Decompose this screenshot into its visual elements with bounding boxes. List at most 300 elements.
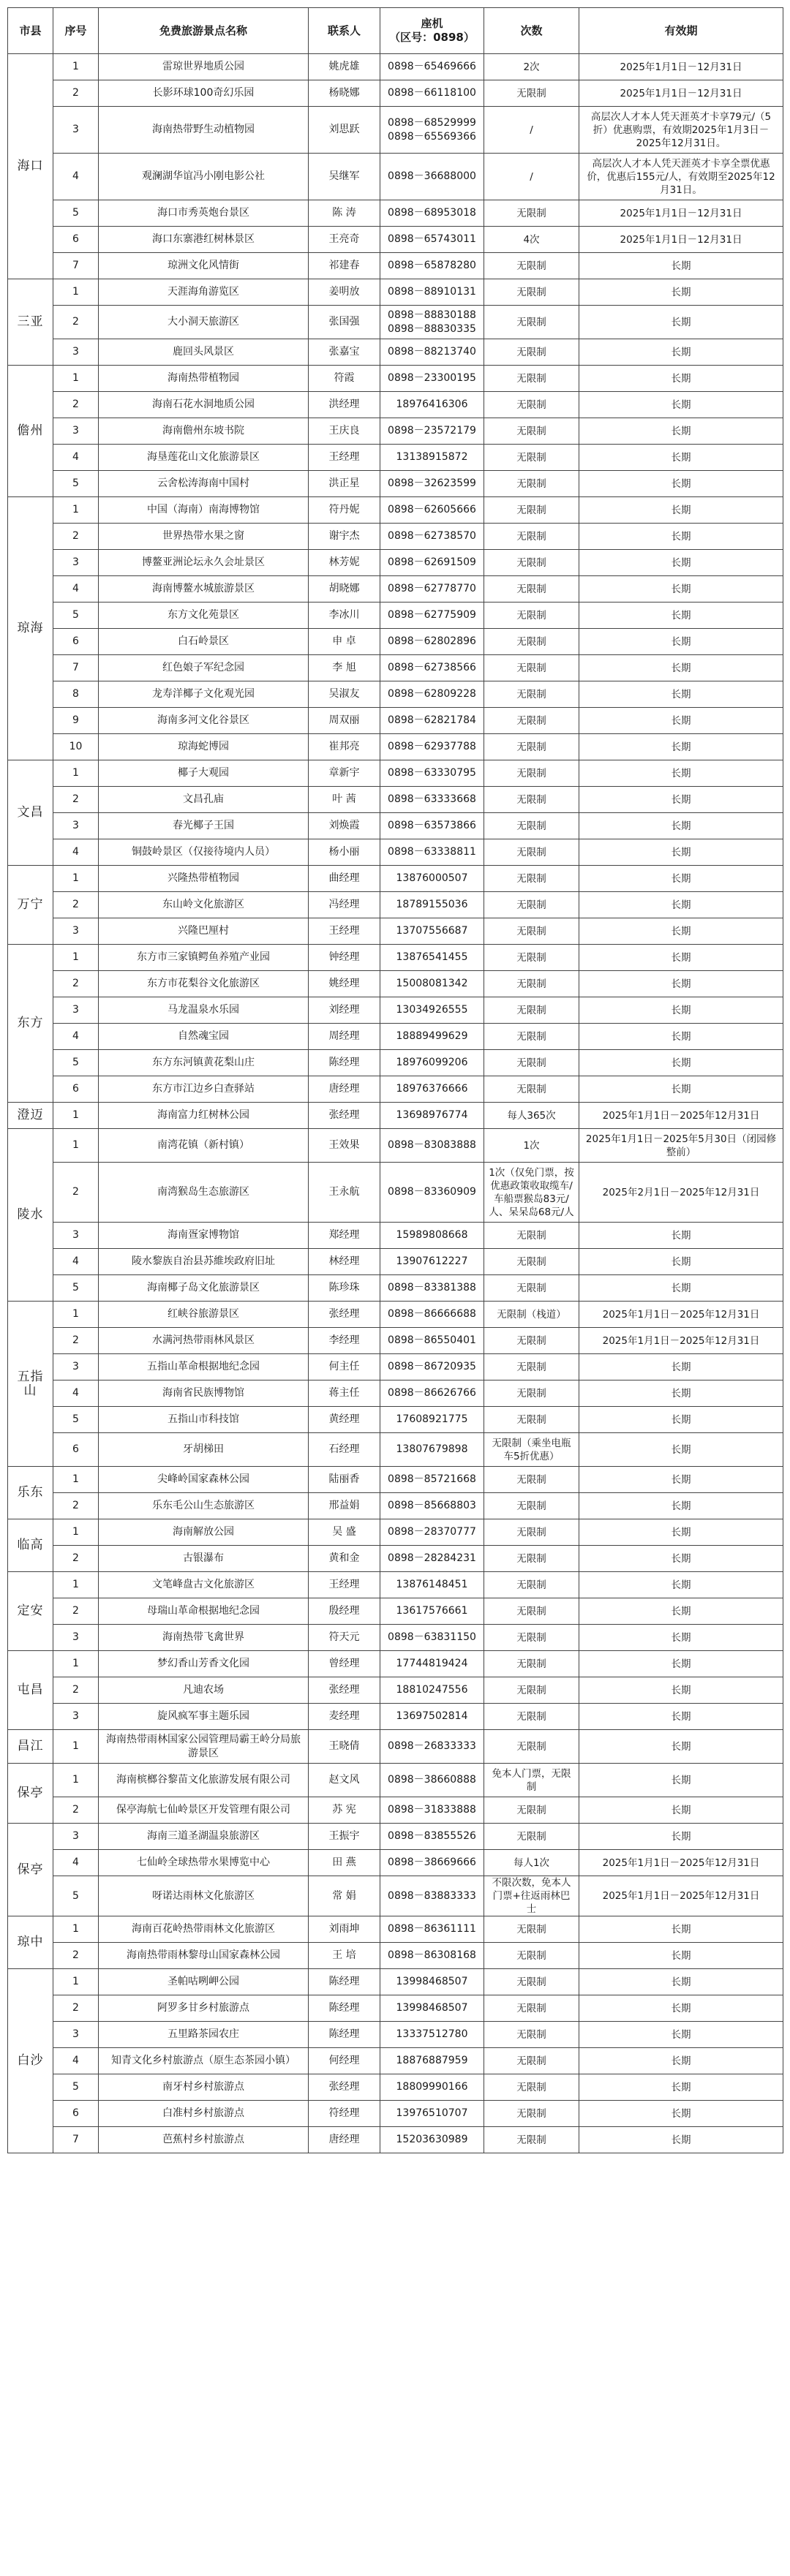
valid-period-cell: 2025年1月1日－2025年12月31日 [579,1328,783,1354]
times-cell: 无限制 [484,366,579,392]
seq-cell: 1 [53,1467,99,1493]
spot-name-cell: 保亭海航七仙岭景区开发管理有限公司 [99,1797,309,1824]
city-cell: 乐东 [8,1467,53,1519]
times-cell: 无限制 [484,2101,579,2127]
valid-period-cell: 长期 [579,1764,783,1797]
table-row [8,839,783,866]
contact-cell: 麦经理 [309,1704,380,1730]
table-row [8,708,783,734]
seq-cell: 1 [53,54,99,80]
seq-cell: 5 [53,2074,99,2101]
times-cell: 无限制 [484,1572,579,1598]
times-cell: 无限制 [484,760,579,787]
table-row [8,1572,783,1598]
times-cell: 无限制 [484,708,579,734]
valid-period-cell: 长期 [579,655,783,681]
table-row [8,1493,783,1519]
seq-cell: 6 [53,2101,99,2127]
spot-name-cell: 长影环球100奇幻乐园 [99,80,309,107]
valid-period-cell: 长期 [579,392,783,418]
contact-cell: 常 娟 [309,1876,380,1916]
valid-period-cell: 长期 [579,918,783,945]
seq-cell: 2 [53,1995,99,2022]
spot-name-cell: 海南多河文化谷景区 [99,708,309,734]
contact-cell: 陈珍珠 [309,1275,380,1302]
header-city: 市县 [8,8,53,54]
times-cell: 免本人门票，无限制 [484,1764,579,1797]
valid-period-cell: 长期 [579,1407,783,1433]
table-row [8,366,783,392]
contact-cell: 陈经理 [309,2022,380,2048]
phone-cell: 0898－62937788 [380,734,484,760]
phone-cell: 0898－36688000 [380,154,484,200]
header-phone [380,8,484,54]
seq-cell: 7 [53,253,99,279]
spot-name-cell: 白准村乡村旅游点 [99,2101,309,2127]
table-row [8,227,783,253]
spot-name-cell: 凡迪农场 [99,1677,309,1704]
spot-name-cell: 南湾花镇（新村镇） [99,1129,309,1163]
table-row [8,760,783,787]
contact-cell: 钟经理 [309,945,380,971]
valid-period-cell: 长期 [579,1467,783,1493]
city-cell: 澄迈 [8,1103,53,1129]
spot-name-cell: 海南三道圣湖温泉旅游区 [99,1824,309,1850]
contact-cell: 黄和金 [309,1546,380,1572]
times-cell: 无限制 [484,524,579,550]
valid-period-cell: 长期 [579,760,783,787]
contact-cell: 吴 盛 [309,1519,380,1546]
contact-cell: 石经理 [309,1433,380,1467]
times-cell: 无限制 [484,1223,579,1249]
contact-cell: 王经理 [309,1572,380,1598]
phone-cell: 0898－63330795 [380,760,484,787]
spot-name-cell: 母瑞山革命根据地纪念园 [99,1598,309,1625]
valid-period-cell: 长期 [579,892,783,918]
times-cell: 无限制 [484,787,579,813]
table-row [8,200,783,227]
phone-cell: 0898－32623599 [380,471,484,497]
phone-cell: 13876148451 [380,1572,484,1598]
contact-cell: 姚虎雄 [309,54,380,80]
valid-period-cell: 长期 [579,813,783,839]
seq-cell: 9 [53,708,99,734]
valid-period-cell: 高层次人才本人凭天涯英才卡享79元/（5折）优惠购票，有效期2025年1月3日－2025年12月31日。 [579,107,783,154]
spot-name-cell: 古银瀑布 [99,1546,309,1572]
contact-cell: 张国强 [309,306,380,339]
times-cell: 1次 [484,1129,579,1163]
city-cell: 琼海 [8,497,53,760]
table-row [8,1995,783,2022]
spot-name-cell: 阿罗多甘乡村旅游点 [99,1995,309,2022]
contact-cell: 田 燕 [309,1850,380,1876]
table-row [8,54,783,80]
phone-cell: 18889499629 [380,1024,484,1050]
contact-cell: 苏 宪 [309,1797,380,1824]
spot-name-cell: 海南热带植物园 [99,366,309,392]
phone-cell: 0898－62778770 [380,576,484,603]
table-row [8,787,783,813]
valid-period-cell: 2025年1月1日－2025年5月30日（闭园修整前） [579,1129,783,1163]
seq-cell: 3 [53,1354,99,1380]
spot-name-cell: 南湾猴岛生态旅游区 [99,1163,309,1223]
table-row [8,2048,783,2074]
valid-period-cell: 长期 [579,1572,783,1598]
spot-name-cell: 红色娘子军纪念园 [99,655,309,681]
times-cell: 无限制 [484,1467,579,1493]
phone-cell: 18976416306 [380,392,484,418]
phone-cell: 0898－62821784 [380,708,484,734]
seq-cell: 1 [53,366,99,392]
valid-period-cell: 2025年1月1日－2025年12月31日 [579,1302,783,1328]
spot-name-cell: 海南热带飞禽世界 [99,1625,309,1651]
contact-cell: 王晓倩 [309,1730,380,1764]
table-row [8,1024,783,1050]
phone-cell: 13337512780 [380,2022,484,2048]
times-cell: 无限制 [484,734,579,760]
table-row [8,497,783,524]
table-row [8,107,783,154]
times-cell: 无限制 [484,971,579,997]
table-row [8,524,783,550]
valid-period-cell: 长期 [579,2048,783,2074]
spot-name-cell: 知青文化乡村旅游点（原生态茶园小镇） [99,2048,309,2074]
phone-cell: 0898－86626766 [380,1380,484,1407]
spot-name-cell: 旋风疯军事主题乐园 [99,1704,309,1730]
valid-period-cell: 长期 [579,1275,783,1302]
header-valid: 有效期 [579,8,783,54]
phone-cell: 0898－23300195 [380,366,484,392]
table-row [8,2101,783,2127]
seq-cell: 1 [53,497,99,524]
phone-cell: 13698976774 [380,1103,484,1129]
times-cell: 无限制 [484,945,579,971]
spot-name-cell: 海南热带雨林黎母山国家森林公园 [99,1943,309,1969]
phone-cell: 0898－38669666 [380,1850,484,1876]
table-row [8,1876,783,1916]
contact-cell: 李经理 [309,1328,380,1354]
phone-cell: 0898－86361111 [380,1916,484,1943]
phone-cell: 0898－65878280 [380,253,484,279]
table-row [8,1354,783,1380]
header-times: 次数 [484,8,579,54]
header-phone-label: 座机 [421,17,443,30]
seq-cell: 2 [53,1546,99,1572]
table-row [8,445,783,471]
times-cell: 无限制 [484,603,579,629]
times-cell: 无限制 [484,1598,579,1625]
phone-cell: 0898－86308168 [380,1943,484,1969]
phone-cell: 0898－63338811 [380,839,484,866]
valid-period-cell: 长期 [579,1598,783,1625]
contact-cell: 林芳妮 [309,550,380,576]
phone-cell: 13707556687 [380,918,484,945]
seq-cell: 4 [53,839,99,866]
phone-cell: 13807679898 [380,1433,484,1467]
contact-cell: 洪经理 [309,392,380,418]
valid-period-cell: 长期 [579,787,783,813]
seq-cell: 3 [53,1223,99,1249]
table-row [8,1677,783,1704]
seq-cell: 3 [53,1625,99,1651]
times-cell: 无限制 [484,418,579,445]
seq-cell: 2 [53,1797,99,1824]
times-cell: 1次（仅免门票，按优惠政策收取缆车/车船票猴岛83元/人、呆呆岛68元/人 [484,1163,579,1223]
spot-name-cell: 海南儋州东坡书院 [99,418,309,445]
spot-name-cell: 海南百花岭热带雨林文化旅游区 [99,1916,309,1943]
spot-name-cell: 芭蕉村乡村旅游点 [99,2127,309,2153]
valid-period-cell: 长期 [579,2101,783,2127]
seq-cell: 4 [53,1380,99,1407]
valid-period-cell: 长期 [579,550,783,576]
table-row [8,1943,783,1969]
contact-cell: 叶 茜 [309,787,380,813]
spot-name-cell: 云舍松涛海南中国村 [99,471,309,497]
valid-period-cell: 长期 [579,576,783,603]
phone-cell: 0898－62738570 [380,524,484,550]
valid-period-cell: 2025年1月1日－2025年12月31日 [579,1876,783,1916]
valid-period-cell: 长期 [579,279,783,306]
contact-cell: 何经理 [309,2048,380,2074]
contact-cell: 刘焕霞 [309,813,380,839]
table-row [8,1433,783,1467]
spot-name-cell: 七仙岭全球热带水果博览中心 [99,1850,309,1876]
valid-period-cell: 长期 [579,603,783,629]
spot-name-cell: 海南富力红树林公园 [99,1103,309,1129]
seq-cell: 2 [53,524,99,550]
phone-cell: 0898－62605666 [380,497,484,524]
times-cell: 无限制 [484,1076,579,1103]
seq-cell: 2 [53,1677,99,1704]
contact-cell: 章新宇 [309,760,380,787]
seq-cell: 3 [53,1704,99,1730]
valid-period-cell: 长期 [579,1519,783,1546]
times-cell: 无限制 [484,471,579,497]
city-cell: 屯昌 [8,1651,53,1730]
contact-cell: 刘思跃 [309,107,380,154]
seq-cell: 6 [53,1433,99,1467]
times-cell: 无限制 [484,200,579,227]
spot-name-cell: 海南博鳌水城旅游景区 [99,576,309,603]
spot-name-cell: 陵水黎族自治县苏維埃政府旧址 [99,1249,309,1275]
spots-table-container [7,7,783,2153]
valid-period-cell: 长期 [579,1050,783,1076]
contact-cell: 冯经理 [309,892,380,918]
table-row [8,1407,783,1433]
seq-cell: 1 [53,1651,99,1677]
times-cell: 无限制 [484,2127,579,2153]
seq-cell: 4 [53,1249,99,1275]
seq-cell: 4 [53,445,99,471]
valid-period-cell: 长期 [579,1730,783,1764]
valid-period-cell: 长期 [579,1916,783,1943]
spot-name-cell: 铜鼓岭景区（仅接待境内人员） [99,839,309,866]
times-cell: 无限制 [484,306,579,339]
spot-name-cell: 东方市三家镇鳄鱼养殖产业园 [99,945,309,971]
seq-cell: 3 [53,813,99,839]
spot-name-cell: 海垦莲花山文化旅游景区 [99,445,309,471]
spot-name-cell: 雷琼世界地质公园 [99,54,309,80]
city-cell: 白沙 [8,1969,53,2153]
table-row [8,1275,783,1302]
valid-period-cell: 长期 [579,2074,783,2101]
contact-cell: 姚经理 [309,971,380,997]
times-cell: 无限制 [484,1050,579,1076]
seq-cell: 1 [53,1519,99,1546]
contact-cell: 崔邦亮 [309,734,380,760]
valid-period-cell: 长期 [579,708,783,734]
times-cell: 无限制 [484,655,579,681]
contact-cell: 陈经理 [309,1050,380,1076]
seq-cell: 1 [53,1129,99,1163]
contact-cell: 张经理 [309,2074,380,2101]
spot-name-cell: 文笔峰盘古文化旅游区 [99,1572,309,1598]
phone-cell: 13998468507 [380,1969,484,1995]
phone-cell: 0898－62802896 [380,629,484,655]
phone-cell: 0898－83855526 [380,1824,484,1850]
seq-cell: 6 [53,227,99,253]
header-row [8,8,783,54]
contact-cell: 符丹妮 [309,497,380,524]
city-cell: 保亭 [8,1824,53,1916]
spot-name-cell: 海口市秀英炮台景区 [99,200,309,227]
times-cell: 无限制 [484,1546,579,1572]
table-row [8,1850,783,1876]
valid-period-cell: 长期 [579,2127,783,2153]
table-row [8,279,783,306]
seq-cell: 6 [53,1076,99,1103]
table-row [8,1103,783,1129]
times-cell: 无限制 [484,813,579,839]
times-cell: 无限制 [484,1275,579,1302]
seq-cell: 1 [53,1730,99,1764]
seq-cell: 4 [53,1024,99,1050]
city-cell: 琼中 [8,1916,53,1969]
valid-period-cell: 长期 [579,339,783,366]
table-body [8,54,783,2153]
phone-cell: 17608921775 [380,1407,484,1433]
phone-cell: 0898－28370777 [380,1519,484,1546]
table-row [8,306,783,339]
spot-name-cell: 梦幻香山芳香文化园 [99,1651,309,1677]
contact-cell: 吴淑友 [309,681,380,708]
table-row [8,1223,783,1249]
phone-cell: 0898－83083888 [380,1129,484,1163]
city-cell: 东方 [8,945,53,1103]
seq-cell: 7 [53,2127,99,2153]
phone-cell: 0898－65469666 [380,54,484,80]
times-cell: 无限制 [484,497,579,524]
seq-cell: 3 [53,2022,99,2048]
contact-cell: 殷经理 [309,1598,380,1625]
spot-name-cell: 五指山革命根据地纪念园 [99,1354,309,1380]
city-cell: 文昌 [8,760,53,866]
times-cell: 无限制 [484,681,579,708]
times-cell: 无限制 [484,1024,579,1050]
spot-name-cell: 乐东毛公山生态旅游区 [99,1493,309,1519]
contact-cell: 符霞 [309,366,380,392]
valid-period-cell: 高层次人才本人凭天涯英才卡享全票优惠价，优惠后155元/人，有效期至2025年12月31日。 [579,154,783,200]
table-row [8,813,783,839]
seq-cell: 3 [53,997,99,1024]
spot-name-cell: 海南省民族博物馆 [99,1380,309,1407]
valid-period-cell: 长期 [579,497,783,524]
phone-cell: 15008081342 [380,971,484,997]
table-row [8,1163,783,1223]
phone-cell: 0898－23572179 [380,418,484,445]
phone-cell: 0898－85721668 [380,1467,484,1493]
spot-name-cell: 自然魂宝园 [99,1024,309,1050]
table-row [8,1302,783,1328]
times-cell: 无限制 [484,918,579,945]
times-cell: 无限制 [484,1916,579,1943]
spot-name-cell: 海南椰子岛文化旅游景区 [99,1275,309,1302]
spot-name-cell: 天涯海角游览区 [99,279,309,306]
valid-period-cell: 2025年2月1日－2025年12月31日 [579,1163,783,1223]
spot-name-cell: 椰子大观园 [99,760,309,787]
phone-cell: 15989808668 [380,1223,484,1249]
valid-period-cell: 长期 [579,945,783,971]
times-cell: 无限制 [484,1797,579,1824]
valid-period-cell: 长期 [579,366,783,392]
valid-period-cell: 长期 [579,2022,783,2048]
city-cell: 保亭 [8,1764,53,1824]
phone-cell: 0898－83883333 [380,1876,484,1916]
table-row [8,550,783,576]
seq-cell: 5 [53,603,99,629]
table-row [8,154,783,200]
seq-cell: 6 [53,629,99,655]
seq-cell: 3 [53,339,99,366]
phone-cell: 17744819424 [380,1651,484,1677]
phone-cell: 0898－31833888 [380,1797,484,1824]
times-cell: 无限制 [484,1625,579,1651]
valid-period-cell: 长期 [579,734,783,760]
times-cell: 无限制 [484,997,579,1024]
valid-period-cell: 长期 [579,1223,783,1249]
table-row [8,1651,783,1677]
seq-cell: 1 [53,1969,99,1995]
contact-cell: 王经理 [309,445,380,471]
contact-cell: 杨小丽 [309,839,380,866]
contact-cell: 张经理 [309,1677,380,1704]
times-cell: 无限制 [484,2074,579,2101]
table-row [8,418,783,445]
valid-period-cell: 长期 [579,1024,783,1050]
phone-cell: 18810247556 [380,1677,484,1704]
valid-period-cell: 长期 [579,1380,783,1407]
contact-cell: 林经理 [309,1249,380,1275]
times-cell: 无限制 [484,1354,579,1380]
seq-cell: 1 [53,1302,99,1328]
times-cell: 无限制 [484,1328,579,1354]
table-row [8,1249,783,1275]
table-row [8,1764,783,1797]
table-row [8,2127,783,2153]
times-cell: 无限制 [484,253,579,279]
contact-cell: 符经理 [309,2101,380,2127]
table-row [8,629,783,655]
phone-cell: 18876887959 [380,2048,484,2074]
contact-cell: 王亮奇 [309,227,380,253]
contact-cell: 王永航 [309,1163,380,1223]
times-cell: 无限制 [484,339,579,366]
seq-cell: 5 [53,1876,99,1916]
valid-period-cell: 长期 [579,253,783,279]
contact-cell: 张经理 [309,1103,380,1129]
times-cell: 每人365次 [484,1103,579,1129]
valid-period-cell: 2025年1月1日－12月31日 [579,54,783,80]
